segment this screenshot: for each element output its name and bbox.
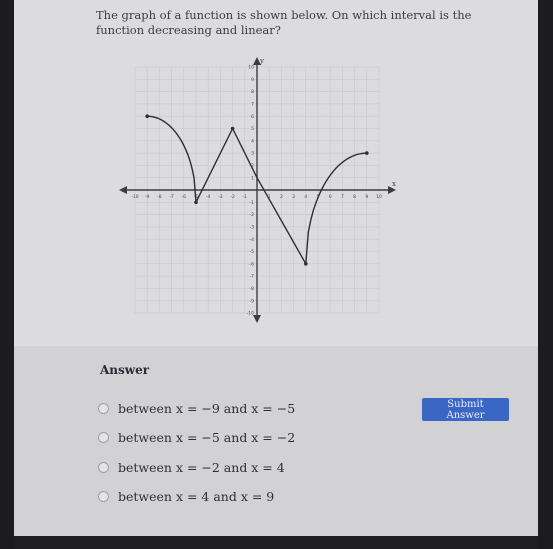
x-tick-label: -1 xyxy=(242,195,248,200)
y-tick-label: 4 xyxy=(251,139,254,145)
choice-option-1[interactable] xyxy=(98,399,295,417)
x-tick-label: 6 xyxy=(328,195,332,200)
y-tick-label: -8 xyxy=(249,287,254,292)
y-axis-arrow-down xyxy=(253,315,261,323)
x-axis-arrow-left xyxy=(119,186,127,194)
y-tick-label: 7 xyxy=(251,102,254,108)
x-tick-label: 4 xyxy=(304,195,308,200)
x-tick-label: 3 xyxy=(292,195,296,200)
x-tick-label: 9 xyxy=(365,195,369,200)
y-axis-label: y xyxy=(260,57,264,65)
y-tick-label: -9 xyxy=(249,299,254,305)
y-tick-label: -4 xyxy=(249,237,254,243)
x-tick-label: -2 xyxy=(230,195,235,200)
x-tick-label: -4 xyxy=(205,195,211,200)
curve-point xyxy=(145,114,149,118)
curve-point xyxy=(304,262,308,266)
answer-heading: Answer xyxy=(100,363,150,377)
x-tick-label: -3 xyxy=(218,195,223,200)
x-tick-label: 2 xyxy=(279,195,283,200)
submit-answer-button[interactable]: Submit Answer xyxy=(422,398,509,421)
x-tick-label: 8 xyxy=(353,195,357,200)
y-tick-label: 9 xyxy=(251,77,254,83)
y-tick-label: 1 xyxy=(251,176,254,182)
curve-point xyxy=(365,151,369,155)
y-tick-label: -1 xyxy=(249,200,254,206)
radio-button-3[interactable] xyxy=(98,462,109,473)
curve-point xyxy=(231,127,235,131)
choice-label-1: between x = −9 and x = −5 xyxy=(118,400,296,416)
curve-point xyxy=(194,201,198,205)
choice-option-3[interactable] xyxy=(98,458,285,476)
y-tick-label: -3 xyxy=(249,225,254,231)
y-tick-label: 2 xyxy=(251,164,254,169)
y-tick-label: 10 xyxy=(248,65,254,71)
x-tick-label: -5 xyxy=(193,195,199,200)
x-tick-label: -10 xyxy=(131,195,139,200)
choice-label-2: between x = −5 and x = −2 xyxy=(118,429,296,445)
y-tick-label: -10 xyxy=(246,311,254,317)
radio-button-1[interactable] xyxy=(98,403,109,414)
x-tick-label: -8 xyxy=(157,195,162,200)
curve-segment-2 xyxy=(193,129,306,264)
x-axis-label: x xyxy=(392,180,396,188)
choice-option-4[interactable] xyxy=(98,487,274,505)
y-tick-label: 3 xyxy=(251,151,254,157)
y-tick-label: -7 xyxy=(249,274,254,280)
choice-option-2[interactable] xyxy=(98,428,295,446)
question-text: The graph of a function is shown below. On which interval is the function decreasing and linear? xyxy=(96,8,472,37)
x-tick-label: 7 xyxy=(340,195,344,200)
choice-label-3: between x = −2 and x = 4 xyxy=(118,459,285,475)
x-tick-label: -6 xyxy=(181,195,187,200)
x-tick-label: -7 xyxy=(169,195,174,200)
bottom-bar xyxy=(14,536,538,549)
y-tick-label: 8 xyxy=(251,90,254,96)
y-tick-label: -2 xyxy=(249,213,254,219)
y-tick-label: 5 xyxy=(251,127,254,133)
x-tick-label: 5 xyxy=(316,195,320,200)
x-tick-label: 10 xyxy=(376,195,382,200)
x-tick-label: -9 xyxy=(144,195,150,200)
radio-button-2[interactable] xyxy=(98,432,109,443)
y-tick-label: 6 xyxy=(251,114,254,120)
curve-segment-3 xyxy=(306,153,367,264)
y-tick-label: -6 xyxy=(249,262,254,268)
choice-label-4: between x = 4 and x = 9 xyxy=(118,488,275,504)
radio-button-4[interactable] xyxy=(98,491,109,502)
y-tick-label: -5 xyxy=(249,250,254,256)
function-graph xyxy=(118,55,400,325)
x-tick-label: 1 xyxy=(267,195,271,200)
